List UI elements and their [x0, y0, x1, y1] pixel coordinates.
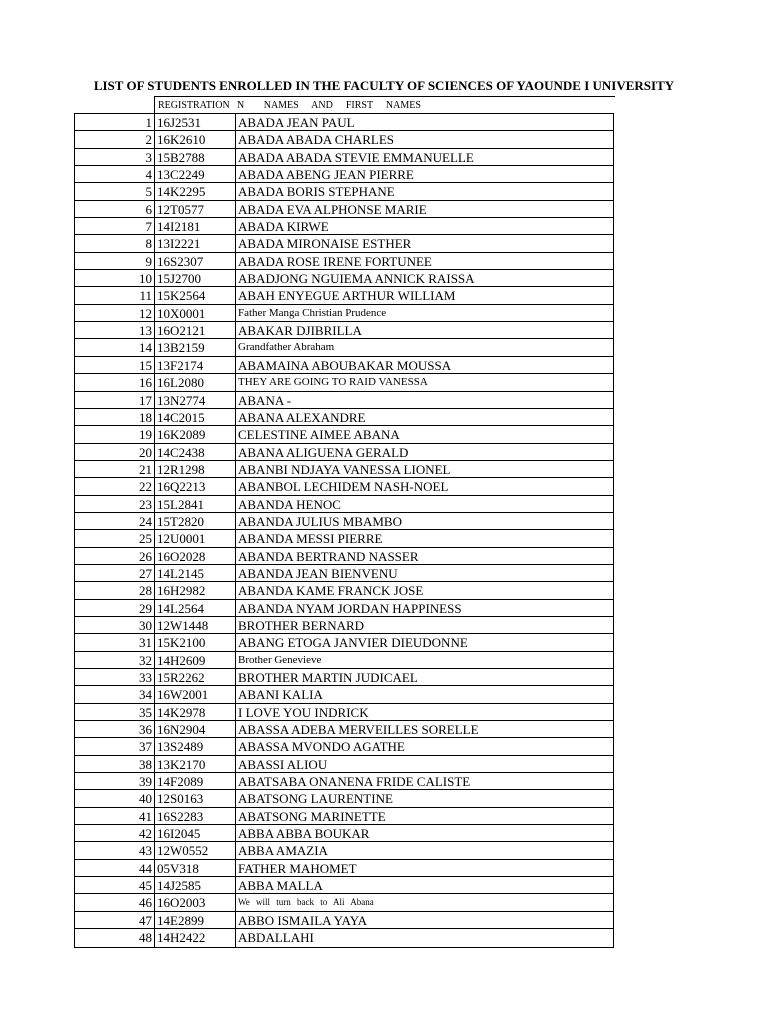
row-number: 13 [139, 323, 152, 339]
table-row [75, 235, 613, 252]
registration-cell: 12T0577 [154, 201, 236, 217]
name-cell: ABATSONG LAURENTINE [238, 791, 393, 807]
row-number: 47 [139, 912, 152, 928]
registration-cell: 14H2609 [154, 652, 236, 668]
table-row [75, 704, 613, 721]
registration-cell: 16L2080 [154, 374, 236, 390]
table-row [75, 322, 613, 339]
row-number: 22 [139, 479, 152, 495]
table-row [75, 548, 613, 565]
registration-cell: 12W1448 [154, 617, 236, 633]
registration-cell: 16Q2213 [154, 478, 236, 494]
row-number: 45 [139, 878, 152, 894]
table-row [75, 877, 613, 894]
row-number: 6 [145, 201, 152, 217]
row-number: 20 [139, 444, 152, 460]
table-row [75, 409, 613, 426]
row-number: 29 [139, 600, 152, 616]
registration-cell: 16K2089 [154, 426, 236, 442]
name-cell: ABASSA MVONDO AGATHE [238, 739, 405, 755]
table-row [75, 860, 613, 877]
row-number: 11 [139, 288, 152, 304]
table-row [75, 114, 613, 131]
table-row [75, 669, 613, 686]
row-number: 7 [145, 219, 152, 235]
registration-cell: 13N2774 [154, 392, 236, 408]
registration-cell: 15J2700 [154, 270, 236, 286]
registration-cell: 13S2489 [154, 738, 236, 754]
name-cell: ABANDA BERTRAND NASSER [238, 548, 419, 564]
registration-cell: 16S2307 [154, 253, 236, 269]
name-cell: ABANBI NDJAYA VANESSA LIONEL [238, 461, 451, 477]
page-title: LIST OF STUDENTS ENROLLED IN THE FACULTY OF SCIENCES OF YAOUNDE I UNIVERSITY [93, 78, 675, 93]
registration-cell: 13F2174 [154, 357, 236, 373]
header-names: N NAMES AND FIRST NAMES [237, 100, 421, 111]
name-cell: ABADJONG NGUIEMA ANNICK RAISSA [238, 271, 475, 287]
registration-cell: 16N2904 [154, 721, 236, 737]
row-number: 48 [139, 930, 152, 946]
name-cell: BROTHER MARTIN JUDICAEL [238, 670, 418, 685]
registration-cell: 13I2221 [154, 235, 236, 251]
table-row [75, 131, 613, 148]
name-cell: ABANG ETOGA JANVIER DIEUDONNE [238, 635, 468, 651]
row-number: 4 [145, 167, 152, 183]
registration-cell: 15L2841 [154, 496, 236, 512]
registration-cell: 12W0552 [154, 842, 236, 858]
table-row [75, 218, 613, 235]
name-cell: We will turn back to Ali Abana [238, 897, 374, 908]
registration-cell: 15T2820 [154, 513, 236, 529]
registration-cell: 13C2249 [154, 166, 236, 182]
row-number: 41 [139, 808, 152, 824]
name-cell: FATHER MAHOMET [238, 860, 357, 876]
name-cell: ABADA KIRWE [238, 219, 329, 235]
name-cell: ABASSA ADEBA MERVEILLES SORELLE [238, 722, 479, 738]
name-cell: ABADA JEAN PAUL [238, 115, 355, 130]
name-cell: Father Manga Christian Prudence [238, 306, 387, 319]
table-row [75, 894, 613, 911]
table-row [75, 253, 613, 270]
registration-cell: 16O2003 [154, 894, 236, 910]
row-number: 24 [139, 513, 152, 529]
name-cell: ABAKAR DJIBRILLA [238, 323, 362, 339]
registration-cell: 14I2181 [154, 218, 236, 234]
row-number: 8 [145, 236, 152, 252]
registration-cell: 14J2585 [154, 877, 236, 893]
table-row [75, 600, 613, 617]
row-number: 44 [139, 860, 152, 876]
registration-cell: 16I2045 [154, 825, 236, 841]
registration-cell: 16O2121 [154, 322, 236, 338]
name-cell: ABADA BORIS STEPHANE [238, 184, 395, 200]
registration-cell: 16O2028 [154, 548, 236, 564]
row-number: 17 [139, 392, 152, 408]
table-row [75, 756, 613, 773]
row-number: 26 [139, 548, 152, 564]
table-row [75, 808, 613, 825]
table-row [75, 444, 613, 461]
row-number: 3 [145, 149, 152, 165]
row-number: 36 [139, 722, 152, 738]
name-cell: ABBO ISMAILA YAYA [238, 912, 368, 928]
table-row [75, 461, 613, 478]
name-cell: ABBA AMAZIA [238, 843, 328, 859]
name-cell: BROTHER BERNARD [238, 617, 365, 633]
row-number: 5 [145, 184, 152, 200]
name-cell: ABADA MIRONAISE ESTHER [238, 236, 412, 252]
table-row [75, 530, 613, 547]
name-cell: ABATSONG MARINETTE [238, 808, 386, 824]
registration-cell: 12S0163 [154, 790, 236, 806]
row-number: 46 [139, 895, 152, 911]
name-cell: ABANA ALEXANDRE [238, 409, 366, 425]
row-number: 10 [139, 271, 152, 287]
table-row [75, 617, 613, 634]
name-cell: ABANI KALIA [238, 687, 323, 703]
table-row [75, 929, 613, 946]
registration-cell: 05V318 [154, 860, 236, 876]
row-number: 25 [139, 531, 152, 547]
name-cell: ABADA EVA ALPHONSE MARIE [238, 201, 427, 217]
name-cell: ABANDA KAME FRANCK JOSE [238, 583, 424, 599]
table-row [75, 825, 613, 842]
name-cell: ABADA ABENG JEAN PIERRE [238, 167, 414, 183]
name-cell: ABANDA JULIUS MBAMBO [238, 513, 402, 529]
registration-cell: 14F2089 [154, 773, 236, 789]
row-number: 27 [139, 565, 152, 581]
registration-cell: 14C2438 [154, 444, 236, 460]
row-number: 18 [139, 409, 152, 425]
table-row [75, 166, 613, 183]
row-number: 1 [145, 115, 152, 130]
registration-cell: 13B2159 [154, 339, 236, 355]
row-number: 23 [139, 496, 152, 512]
table-row [75, 357, 613, 374]
name-cell: ABASSI ALIOU [238, 756, 328, 772]
table-row [75, 305, 613, 322]
name-cell: ABANBOL LECHIDEM NASH-NOEL [238, 479, 449, 495]
table-row [75, 721, 613, 738]
registration-cell: 10X0001 [154, 305, 236, 321]
row-number: 30 [139, 617, 152, 633]
registration-cell: 14L2145 [154, 565, 236, 581]
name-cell: ABANDA JEAN BIENVENU [238, 565, 398, 581]
row-number: 12 [139, 305, 152, 321]
name-cell: ABBA ABBA BOUKAR [238, 826, 370, 842]
table-row [75, 582, 613, 599]
name-cell: ABANA ALIGUENA GERALD [238, 444, 409, 460]
row-number: 9 [145, 253, 152, 269]
name-cell: THEY ARE GOING TO RAID VANESSA [238, 376, 428, 389]
name-cell: I LOVE YOU INDRICK [238, 704, 369, 720]
row-number: 19 [139, 427, 152, 443]
row-number: 14 [139, 340, 152, 356]
name-cell: ABANDA HENOC [238, 496, 341, 512]
registration-cell: 16J2531 [154, 114, 236, 130]
row-number: 42 [139, 826, 152, 842]
registration-cell: 14H2422 [154, 929, 236, 946]
row-number: 38 [139, 756, 152, 772]
name-cell: ABATSABA ONANENA FRIDE CALISTE [238, 774, 471, 790]
table-row [75, 287, 613, 304]
table-row [75, 652, 613, 669]
registration-cell: 15K2564 [154, 287, 236, 303]
name-cell: Grandfather Abraham [238, 341, 335, 354]
registration-cell: 16W2001 [154, 686, 236, 702]
row-number: 37 [139, 739, 152, 755]
table-row [75, 686, 613, 703]
registration-cell: 14K2978 [154, 704, 236, 720]
table-row [75, 374, 613, 391]
row-number: 21 [139, 461, 152, 477]
registration-cell: 14C2015 [154, 409, 236, 425]
registration-cell: 12U0001 [154, 530, 236, 546]
name-cell: ABDALLAHI [238, 930, 314, 946]
name-cell: ABAH ENYEGUE ARTHUR WILLIAM [238, 288, 456, 304]
table-row [75, 773, 613, 790]
registration-cell: 15K2100 [154, 634, 236, 650]
table-row [75, 912, 613, 929]
row-number: 39 [139, 774, 152, 790]
name-cell: CELESTINE AIMEE ABANA [238, 427, 400, 443]
row-number: 15 [139, 357, 152, 373]
registration-cell: 16K2610 [154, 131, 236, 147]
name-cell: ABANA - [238, 392, 292, 408]
registration-cell: 16S2283 [154, 808, 236, 824]
table-row [75, 339, 613, 356]
table-row [75, 183, 613, 200]
name-cell: ABADA ABADA CHARLES [238, 132, 395, 148]
table-row [75, 496, 613, 513]
table-row [75, 790, 613, 807]
table-row [75, 478, 613, 495]
table-row [75, 634, 613, 651]
row-number: 35 [139, 704, 152, 720]
table-row [75, 392, 613, 409]
name-cell: ABANDA MESSI PIERRE [238, 531, 383, 547]
registration-cell: 14L2564 [154, 600, 236, 616]
row-number: 43 [139, 843, 152, 859]
name-cell: ABBA MALLA [238, 878, 323, 894]
row-number: 40 [139, 791, 152, 807]
registration-cell: 15R2262 [154, 669, 236, 685]
registration-cell: 12R1298 [154, 461, 236, 477]
table-row [75, 149, 613, 166]
row-number: 2 [145, 132, 152, 148]
row-number: 32 [139, 652, 152, 668]
header-registration: REGISTRATION [158, 100, 230, 111]
row-number: 31 [139, 635, 152, 651]
table-row [75, 738, 613, 755]
table-row [75, 270, 613, 287]
registration-cell: 15B2788 [154, 149, 236, 165]
name-cell: ABANDA NYAM JORDAN HAPPINESS [238, 600, 462, 616]
row-number: 33 [139, 670, 152, 685]
registration-cell: 13K2170 [154, 756, 236, 772]
row-number: 16 [139, 375, 152, 391]
name-cell: ABAMAINA ABOUBAKAR MOUSSA [238, 357, 452, 373]
registration-cell: 14K2295 [154, 183, 236, 199]
students-table [74, 113, 614, 948]
table-row [75, 201, 613, 218]
row-number: 34 [139, 687, 152, 703]
name-cell: ABADA ROSE IRENE FORTUNEE [238, 253, 432, 269]
registration-cell: 14E2899 [154, 912, 236, 928]
table-row [75, 842, 613, 859]
table-row [75, 426, 613, 443]
row-number: 28 [139, 583, 152, 599]
registration-cell: 16H2982 [154, 582, 236, 598]
name-cell: Brother Genevieve [238, 653, 322, 666]
name-cell: ABADA ABADA STEVIE EMMANUELLE [238, 149, 474, 165]
table-row [75, 513, 613, 530]
table-row [75, 565, 613, 582]
